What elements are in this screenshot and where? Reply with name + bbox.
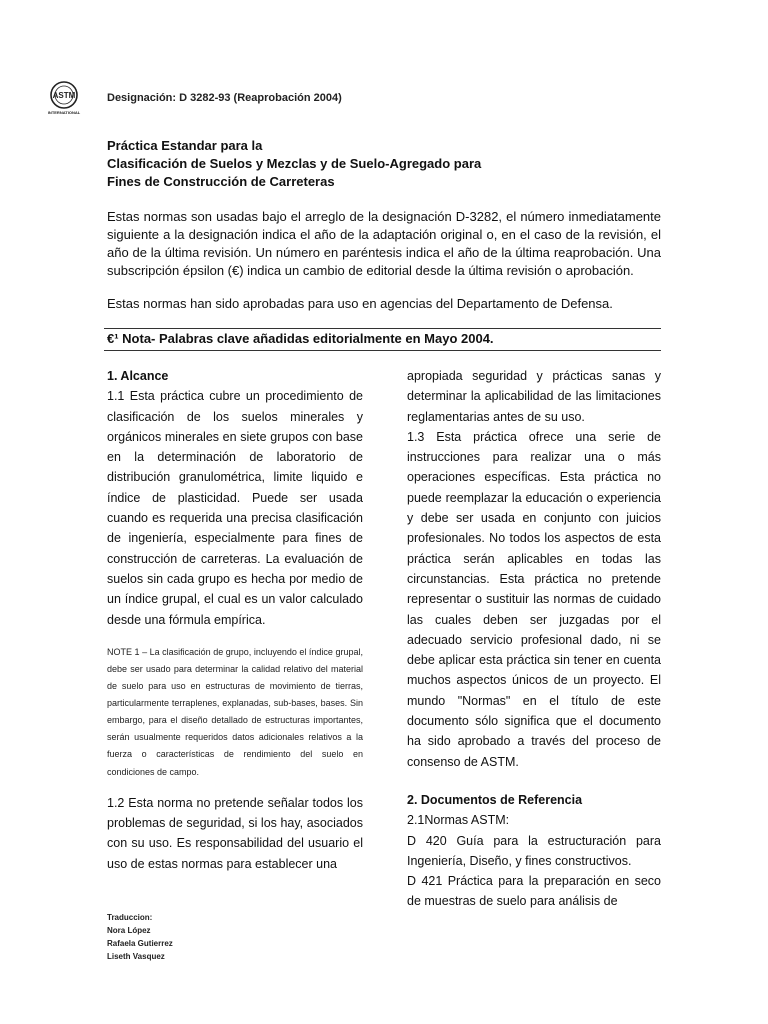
translator-name: Liseth Vasquez [107, 952, 165, 961]
astm-logo [44, 78, 84, 116]
editorial-note-box [104, 328, 661, 351]
paragraph-1-2: 1.2 Esta norma no pretende señalar todos los problemas de seguridad, si los hay, asociados con su uso. Es responsabilidad del usuario el uso de estas normas para establecer una [107, 795, 363, 871]
section-heading-scope: 1. Alcance [107, 369, 169, 383]
translator-name: Nora López [107, 926, 151, 935]
note-1: NOTE 1 – La clasificación de grupo, incluyendo el índice grupal, debe ser usado para determinar la calidad relativo del material de suelo para uso en estructuras de movimiento de tierras, particularmente terraplenes, explanadas, sub-bases, bases. Sin embargo, para el diseño detallado de estructuras importantes, serán usualmente requeridos datos adicionales relativos a la fuerza o características de rendimiento del suelo en condiciones de campo. [107, 646, 363, 777]
subsection-astm-standards: 2.1Normas ASTM: [407, 813, 510, 828]
title-line: Práctica Estandar para la [107, 138, 263, 153]
paragraph-1-2-continued: apropiada seguridad y prácticas sanas y determinar la aplicabilidad de las limitaciones reglamentarias antes de su uso. [407, 369, 661, 424]
paragraph-1-1: 1.1 Esta práctica cubre un procedimiento de clasificación de los suelos minerales y orgánicos minerales en siete grupos con base en la determinación de laboratorio de distribución granulométrica, limite liquido e índice de plasticidad. Puede ser usada cuando es requerida una precisa clasificación de ingeniería, especialmente para fines de construcción de carreteras. La evaluación de suelos sin cada grupo es hecha por medio de un índice grupal, el cual es un valor calculado desde una fórmula empírica. [107, 389, 363, 627]
title-line: Fines de Construcción de Carreteras [107, 174, 335, 189]
editorial-note: €¹ Nota- Palabras clave añadidas editorialmente en Mayo 2004. [107, 331, 494, 346]
reference-d421: D 421 Práctica para la preparación en seco de muestras de suelo para análisis de [407, 874, 661, 909]
right-column [407, 366, 661, 912]
document-title [107, 137, 481, 191]
svg-text:ASTM: ASTM [52, 91, 76, 100]
intro-paragraph: Estas normas son usadas bajo el arreglo de la designación D-3282, el número inmediatamente siguiente a la designación indica el año de la adaptación original o, en el caso de la revisión, el año de la última revisión. Un número en paréntesis indica el año de la última reaprobación. Una subscripción épsilon (€) indica un cambio de editorial desde la última revisión o aprobación. [107, 209, 661, 278]
translation-credits [107, 911, 173, 963]
svg-text:INTERNATIONAL: INTERNATIONAL [47, 110, 81, 115]
designation: Designación: D 3282-93 (Reaprobación 2004) [107, 92, 342, 104]
paragraph-1-3: 1.3 Esta práctica ofrece una serie de instrucciones para realizar una o más operaciones específicas. Esta práctica no puede reemplazar la educación o experiencia y debe ser usada en conjunto con juicios profesionales. No todos los aspectos de esta práctica serán aplicables en todas las circunstancias. Esta práctica no pretende representar o sustituir las normas de cuidado las cuales deben ser juzgadas por el adecuado servicio profesional dado, ni se debe aplicar esta práctica sin tener en cuenta muchos aspectos únicos de un proyecto. El mundo "Normas" en el título de este documento sólo significa que el documento ha sido aprobado a través del proceso de consenso de ASTM. [407, 429, 661, 769]
intro-paragraph-2: Estas normas han sido aprobadas para uso en agencias del Departamento de Defensa. [107, 296, 613, 311]
section-heading-references: 2. Documentos de Referencia [407, 792, 583, 807]
reference-d420: D 420 Guía para la estructuración para Ingeniería, Diseño, y fines constructivos. [407, 833, 661, 868]
translator-name: Rafaela Gutierrez [107, 939, 173, 948]
left-column [107, 366, 363, 874]
title-line: Clasificación de Suelos y Mezclas y de Suelo-Agregado para [107, 156, 482, 171]
credits-label: Traduccion: [107, 913, 153, 922]
